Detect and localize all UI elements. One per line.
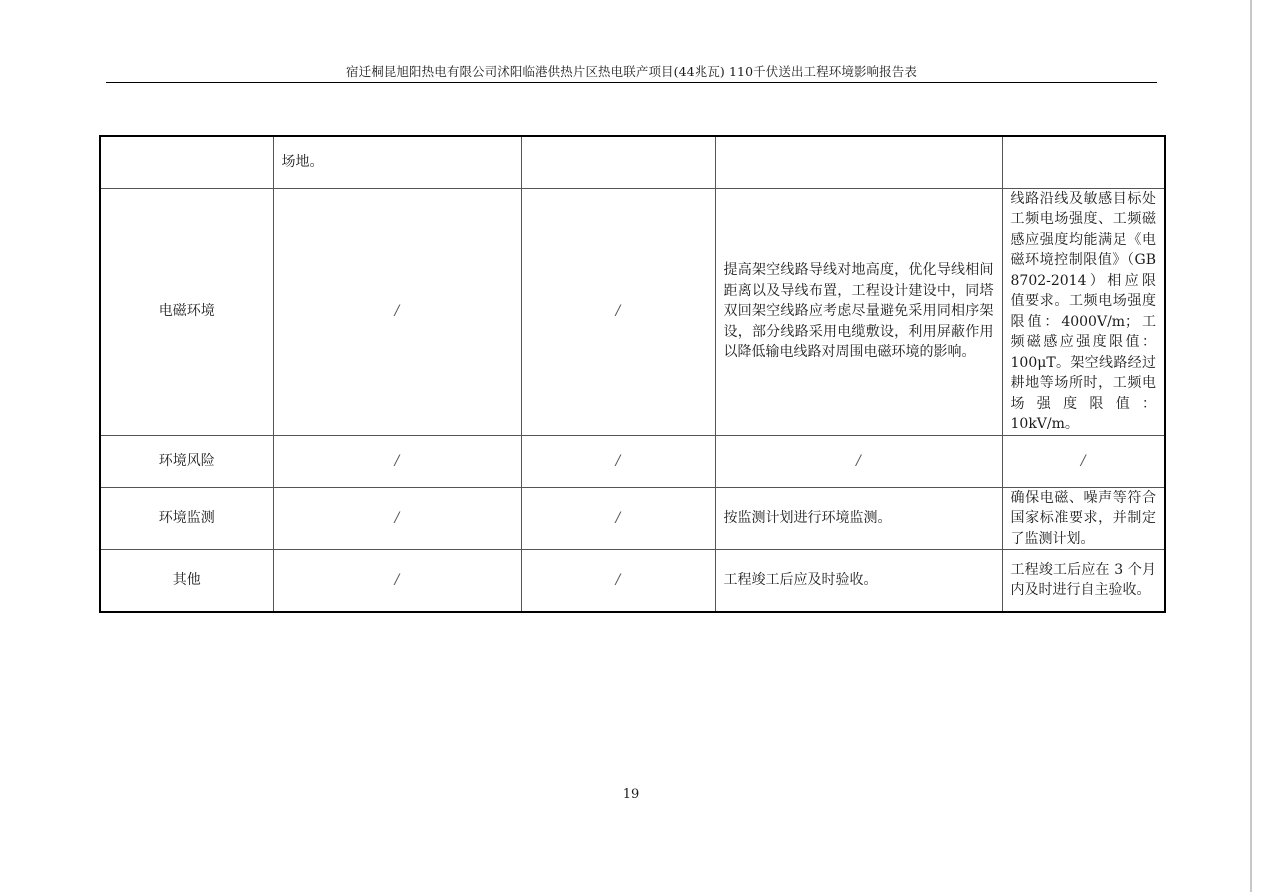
table-row <box>100 550 1165 612</box>
document-header: 宿迁桐昆旭阳热电有限公司沭阳临港供热片区热电联产项目(44兆瓦) 110千伏送出工程环境影响报告表 <box>346 64 917 79</box>
result-cell: 工程竣工后应在 3 个月内及时进行自主验收。 <box>1002 550 1165 612</box>
measures-cell: 按监测计划进行环境监测。 <box>715 487 1002 550</box>
header-rule <box>106 82 1157 83</box>
table-cell: 场地。 <box>273 136 521 188</box>
measures-cell: 提高架空线路导线对地高度，优化导线相间距离以及导线布置，工程设计建设中，同塔双回架空线路应考虑尽量避免采用同相序架设，部分线路采用电缆敷设，利用屏蔽作用以降低输电线路对周围电磁环境的影响。 <box>715 188 1002 435</box>
table-row <box>100 487 1165 550</box>
row-category: 环境风险 <box>100 435 273 487</box>
table-cell <box>521 136 715 188</box>
table-cell: / <box>273 487 521 550</box>
page-edge <box>1250 0 1252 892</box>
row-category: 环境监测 <box>100 487 273 550</box>
table-row <box>100 435 1165 487</box>
table-cell <box>1002 136 1165 188</box>
row-category: 电磁环境 <box>100 188 273 435</box>
measures-cell: / <box>715 435 1002 487</box>
table-cell: / <box>273 550 521 612</box>
result-cell: 确保电磁、噪声等符合国家标准要求，并制定了监测计划。 <box>1002 487 1165 550</box>
table-cell: / <box>521 188 715 435</box>
page-number: 19 <box>622 787 640 802</box>
table-cell: / <box>521 550 715 612</box>
table-cell <box>715 136 1002 188</box>
table-cell <box>100 136 273 188</box>
row-category: 其他 <box>100 550 273 612</box>
table-row <box>100 188 1165 435</box>
measures-cell: 工程竣工后应及时验收。 <box>715 550 1002 612</box>
table-cell: / <box>521 487 715 550</box>
result-cell: / <box>1002 435 1165 487</box>
table-row <box>100 136 1165 188</box>
table-cell: / <box>273 435 521 487</box>
table-cell: / <box>521 435 715 487</box>
table-cell: / <box>273 188 521 435</box>
environment-measures-table <box>99 135 1166 613</box>
result-cell: 线路沿线及敏感目标处工频电场强度、工频磁感应强度均能满足《电磁环境控制限值》（GB 8702-2014）相应限值要求。工频电场强度限值：4000V/m；工频磁感应强度限值：100μT。架空线路经过耕地等场所时，工频电场强度限值：10kV/m。 <box>1002 188 1165 435</box>
